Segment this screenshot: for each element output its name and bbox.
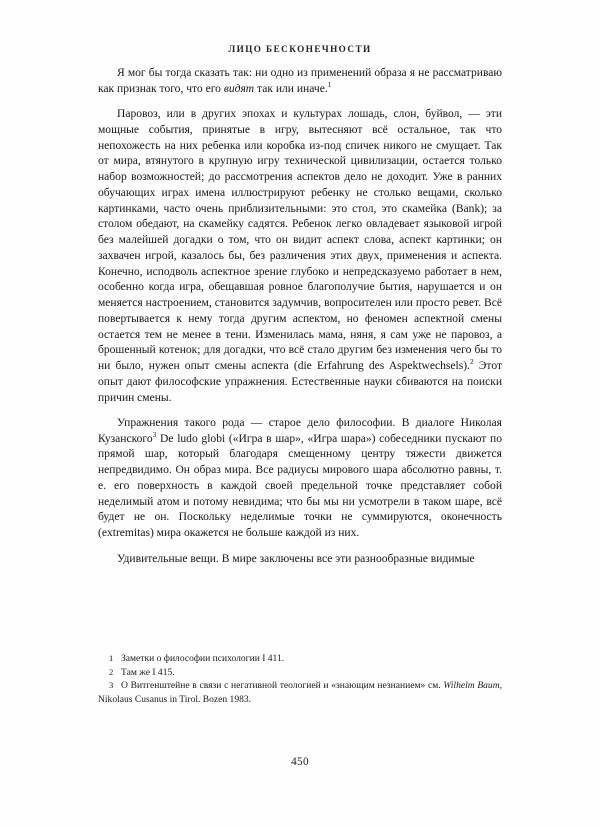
footnote-item [98, 666, 502, 680]
footnote-reference[interactable]: 2 [469, 357, 474, 367]
paragraph: Я мог бы тогда сказать так: ни одно из применений образа я не рассматриваю как признак того, что его видят так или иначе.$^1$ [98, 67, 502, 95]
emphasis-text: Wilhelm Baum [443, 680, 500, 692]
paragraph: Удивительные вещи. В мире заключены все эти разнообразные видимые [117, 552, 475, 565]
footnote-text: Заметки о философии психологии I 411. [121, 653, 285, 664]
emphasis-text: видят [223, 82, 255, 95]
footnote-number: 2 [109, 666, 114, 677]
footnote-number: 1 [109, 653, 114, 663]
running-head: ЛИЦО БЕСКОНЕЧНОСТИ [228, 44, 372, 54]
footnote-reference[interactable]: 3 [152, 429, 157, 439]
footnote-reference[interactable]: 1 [327, 79, 332, 89]
footnote-item [98, 652, 502, 666]
footnote-item [98, 679, 502, 706]
body-text-block [98, 66, 502, 568]
footnote-number: 3 [109, 680, 114, 691]
footnote-text: О Витгенштейне в связи с негативной теологией и «знающим незнанием» см. Wilhelm Baum, Nikolaus Cusanus in Tirol. Bozen 1983. [98, 680, 502, 705]
paragraph: Упражнения такого рода — старое дело философии. В диалоге Николая Кузанского$^3$ De ludo globi («Игра в шар», «Игра шара») собеседники пускают по прямой шар, который благодаря смещенному центру тяжести движется непредвидимо. Он образ мира. Все радиусы мирового шара абсолютно равны, т. е. его поверхность в каждой своей предельной точке представляет собой неделимый атом и потому невидима; что бы мы ни усмотрели в таком шаре, всё будет не он. Поскольку неделимые точки не суммируются, оконечность (extremitas) мира окажется не больше каждой из них. [98, 416, 502, 539]
footnote-area [98, 652, 502, 706]
footnote-text: Там же I 415. [121, 666, 175, 678]
page-number: 450 [291, 756, 309, 768]
paragraph: Паровоз, или в других эпохах и культурах лошадь, слон, буйвол, — эти мощные события, принятые в игру, вытесняют всё остальное, так что непохожесть на них ребенка или коробка из-под спичек никого не смущает. Так от мира, втянутого в крупную игру технической цивилизации, остается только набор возможностей; до рассмотрения аспектов дело не доходит. Уже в ранних обучающих играх имена иллюстрируют ребенку не столько вещами, сколько картинками, часто очень приблизительными: это стол, это скамейка (Bank); за столом обедают, на скамейку садятся. Ребенок легко овладевает языковой игрой без малейшей догадки о том, что он видит аспект слова, аспект картинки; он захвачен игрой, казалось бы, без различения этих двух, применения и аспекта. Конечно, исподволь аспектное зрение глубоко и непредсказуемо работает в нем, особенно когда игра, обещавшая ровное благополучие бытия, нарушается и он меняется настроением, становится задумчив, вопросителен или просто ревет. Всё повертывается к нему тогда другим аспектом, но феномен аспектной смены остается тем не менее в тени. Изменилась мама, няня, я сам уже не паровоз, а брошенный котенок; для догадки, что всё стало другим без изменения чего бы то ни было, нужен опыт смены аспекта (die Erfahrung des Aspektwechsels).$^2$ Этот опыт дают философские упражнения. Естественные науки сбиваются на поиски причин смены. [98, 108, 502, 404]
